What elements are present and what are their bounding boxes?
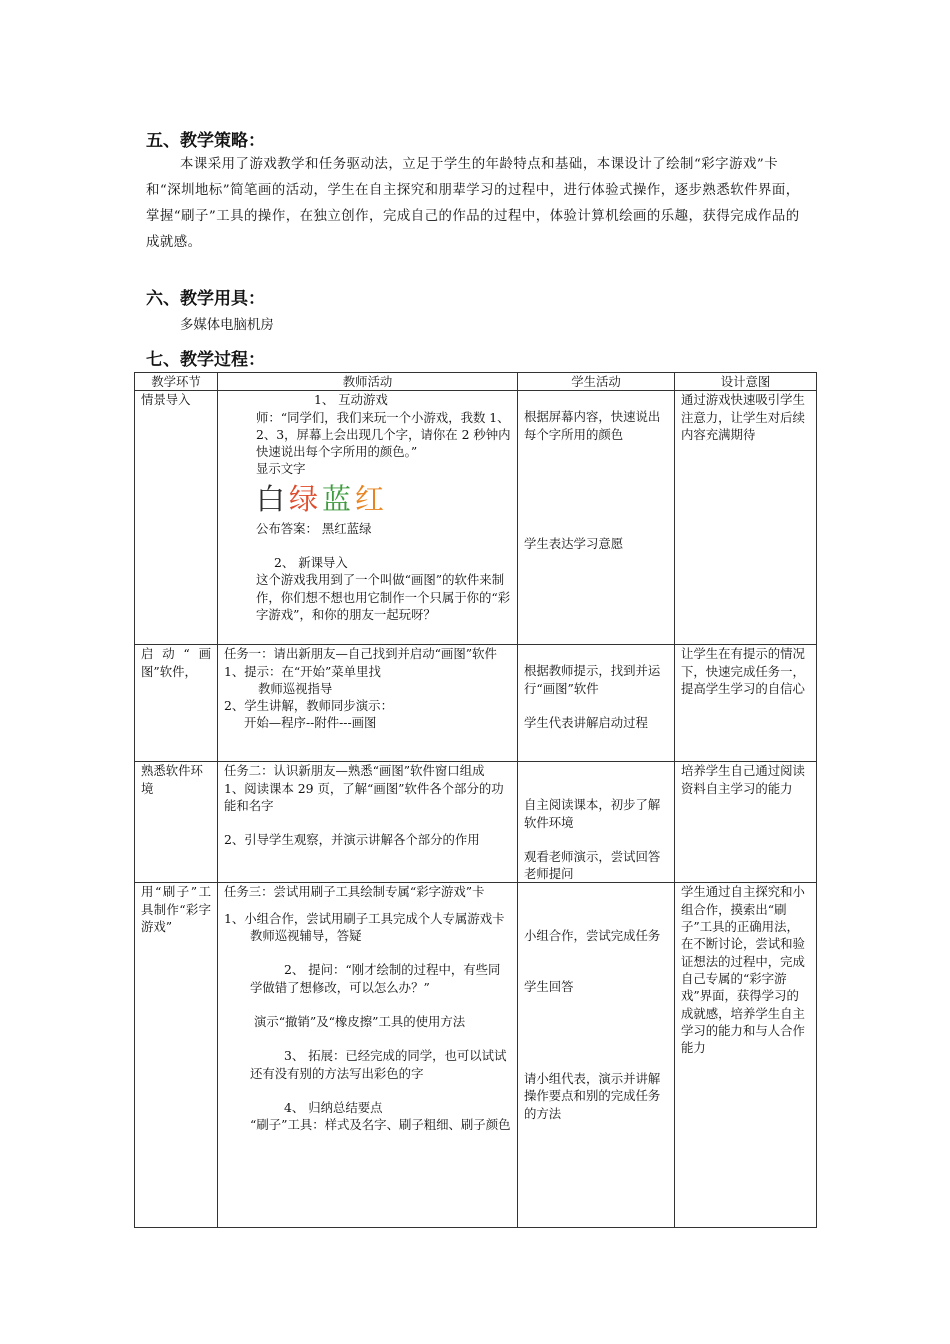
word-green: 绿 — [289, 481, 323, 516]
teacher-cell — [218, 883, 518, 1228]
student-line: 根据屏幕内容，快速说出每个字所用的颜色 — [524, 409, 661, 442]
word-red: 红 — [355, 481, 389, 516]
stage-cell: 用“刷子”工具制作“彩字游戏” — [135, 883, 218, 1228]
intent-cell: 学生通过自主探究和小组合作，摸索出“刷子”工具的正确用法，在不断讨论，尝试和验证想法的过程中，完成自己专属的“彩字游戏”界面，获得学习的成就感，培养学生自主学习的能力和与人合作能力 — [675, 883, 817, 1228]
tools-text: 多媒体电脑机房 — [180, 318, 274, 333]
stage-cell: 启动“画图”软件， — [135, 645, 218, 762]
header-teacher: 教师活动 — [218, 373, 518, 391]
teacher-line: 师：“同学们，我们来玩一个小游戏，我数 1、2、3，屏幕上会出现几个字，请你在 2 秒钟内快速说出每个字所用的颜色。” — [256, 409, 511, 460]
teacher-line: 这个游戏我用到了一个叫做“画图”的软件来制作，你们想不想也用它制作一个只属于你的“彩字游戏”，和你的朋友一起玩呀？ — [256, 572, 511, 622]
word-blue: 蓝 — [322, 481, 356, 516]
teacher-line: 4、 归纳总结要点 — [284, 1099, 383, 1115]
table-header-row — [135, 373, 817, 391]
teacher-line: 1、小组合作，尝试用刷子工具完成个人专属游戏卡 — [224, 910, 505, 926]
teacher-line: 教师巡视指导 — [258, 680, 333, 696]
teacher-line: 任务三：尝试用刷子工具绘制专属“彩字游戏”卡 — [224, 884, 485, 900]
section-heading-strategy: 五、教学策略： — [146, 131, 265, 151]
teacher-line: 1、阅读课本 29 页，了解“画图”软件各个部分的功能和名字 — [224, 780, 504, 813]
teacher-line: 任务二：认识新朋友—熟悉“画图”软件窗口组成 — [224, 763, 485, 779]
student-line: 自主阅读课本，初步了解软件环境 — [524, 797, 661, 830]
teacher-line: 3、 拓展：已经完成的同学，也可以试试还有没有别的方法写出彩色的字 — [250, 1048, 507, 1081]
table-row — [135, 762, 817, 883]
teacher-line: 2、引导学生观察，并演示讲解各个部分的作用 — [224, 832, 480, 848]
table-row — [135, 391, 817, 645]
student-line: 小组合作，尝试完成任务 — [524, 928, 661, 944]
student-cell — [518, 762, 675, 883]
teacher-line: 开始—程序--附件---画图 — [244, 715, 377, 731]
intent-cell: 通过游戏快速吸引学生注意力，让学生对后续内容充满期待 — [675, 391, 817, 645]
student-line: 学生回答 — [524, 978, 574, 994]
table-row — [135, 645, 817, 762]
section-heading-process: 七、教学过程： — [146, 350, 265, 370]
header-intent: 设计意图 — [675, 373, 817, 391]
teacher-line: 2、 新课导入 — [274, 555, 348, 571]
header-stage: 教学环节 — [135, 373, 218, 391]
student-line: 学生代表讲解启动过程 — [524, 714, 648, 730]
table-row — [135, 883, 817, 1228]
teacher-line: 任务一：请出新朋友—自己找到并启动“画图”软件 — [224, 646, 497, 662]
teacher-line: 2、 提问：“刚才绘制的过程中，有些同学做错了想修改，可以怎么办？” — [250, 962, 501, 995]
section-heading-tools: 六、教学用具： — [146, 289, 265, 309]
color-word-display — [256, 482, 511, 518]
intent-cell: 让学生在有提示的情况下，快速完成任务一，提高学生学习的自信心 — [675, 645, 817, 762]
teacher-line: 教师巡视辅导，答疑 — [250, 928, 362, 944]
teacher-cell — [218, 645, 518, 762]
teacher-cell — [218, 762, 518, 883]
teaching-process-table — [134, 372, 817, 1228]
teacher-line: “刷子”工具：样式及名字、刷子粗细、刷子颜色 — [250, 1117, 511, 1133]
teacher-line: 显示文字 — [256, 461, 306, 477]
student-line: 根据教师提示，找到并运行“画图”软件 — [524, 663, 661, 696]
student-line: 观看老师演示，尝试回答老师提问 — [524, 848, 661, 882]
stage-cell: 情景导入 — [135, 391, 218, 645]
student-cell — [518, 391, 675, 645]
strategy-paragraph: 本课采用了游戏教学和任务驱动法，立足于学生的年龄特点和基础，本课设计了绘制“彩字游戏”卡和“深圳地标”简笔画的活动，学生在自主探究和朋辈学习的过程中，进行体验式操作，逐步熟悉软件界面，掌握“刷子”工具的操作，在独立创作，完成自己的作品的过程中，体验计算机绘画的乐趣，获得完成作品的成就感。 — [146, 157, 800, 250]
student-line: 学生表达学习意愿 — [524, 535, 624, 551]
header-student: 学生活动 — [518, 373, 675, 391]
student-cell — [518, 645, 675, 762]
teacher-line: 公布答案： 黑红蓝绿 — [256, 520, 372, 536]
teacher-line: 2、学生讲解，教师同步演示： — [224, 698, 393, 714]
intent-cell: 培养学生自己通过阅读资料自主学习的能力 — [675, 762, 817, 883]
student-cell — [518, 883, 675, 1228]
word-white: 白 — [256, 481, 290, 516]
teacher-line: 1、 互动游戏 — [314, 392, 388, 408]
stage-cell: 熟悉软件环境 — [135, 762, 218, 883]
teacher-line: 1、提示：在“开始”菜单里找 — [224, 663, 381, 679]
teacher-line: 演示“撤销”及“橡皮擦”工具的使用方法 — [254, 1013, 466, 1029]
student-line: 请小组代表，演示并讲解操作要点和别的完成任务的方法 — [524, 1071, 661, 1121]
teacher-cell — [218, 391, 518, 645]
